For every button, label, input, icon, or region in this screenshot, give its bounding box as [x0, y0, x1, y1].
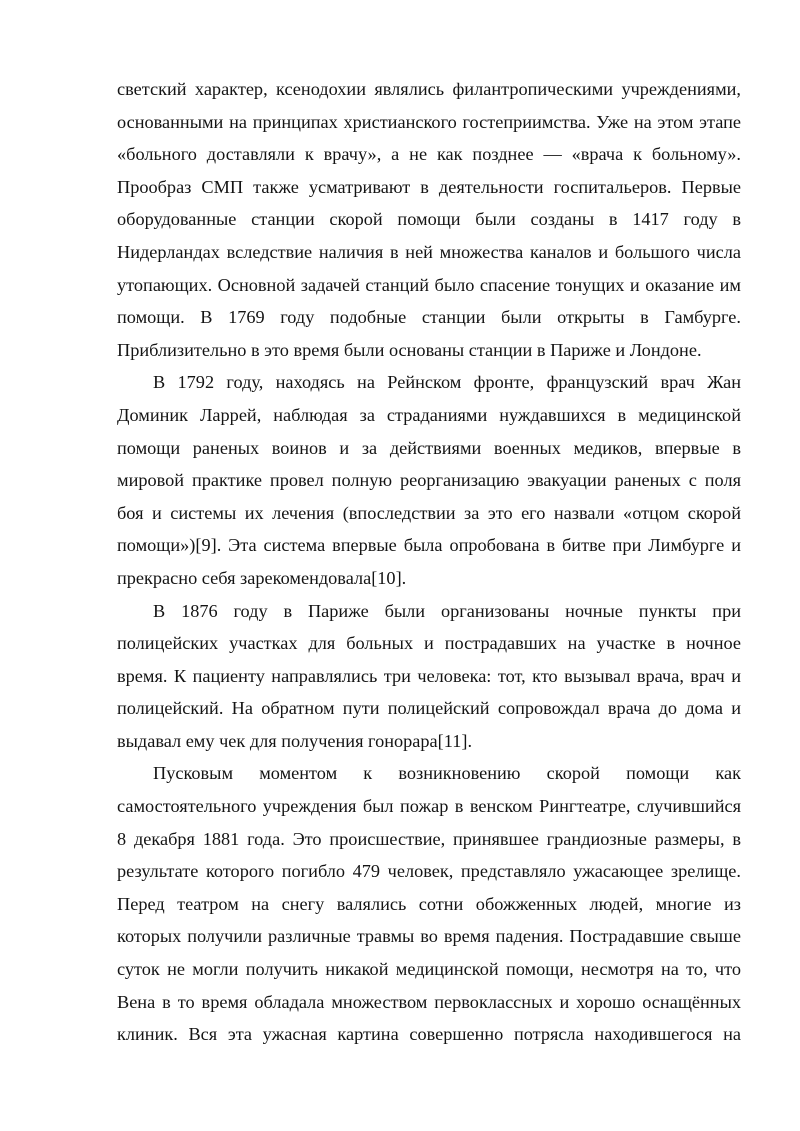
- text-line: мировой практике провел полную реорганизацию эвакуации раненых с поля: [117, 470, 741, 491]
- paragraph-1: [117, 73, 741, 366]
- text-line: прекрасно себя зарекомендовала[10].: [117, 567, 407, 588]
- text-line: оборудованные станции скорой помощи были созданы в 1417 году в: [117, 209, 741, 230]
- text-line: помощи»)[9]. Эта система впервые была опробована в битве при Лимбурге и: [117, 535, 741, 556]
- text-line: Приблизительно в это время были основаны станции в Париже и Лондоне.: [117, 339, 702, 360]
- paragraph-2: [117, 366, 741, 594]
- text-line: помощи раненых воинов и за действиями военных медиков, впервые в: [117, 437, 741, 458]
- text-line: полицейский. На обратном пути полицейский сопровождал врача до дома и: [117, 698, 741, 719]
- text-line: утопающих. Основной задачей станций было спасение тонущих и оказание им: [117, 274, 741, 295]
- text-line: самостоятельного учреждения был пожар в венском Рингтеатре, случившийся: [117, 796, 741, 817]
- text-line: Нидерландах вследствие наличия в ней множества каналов и большого числа: [117, 241, 741, 262]
- text-line: светский характер, ксенодохии являлись филантропическими учреждениями,: [117, 79, 741, 99]
- text-line: полицейских участках для больных и пострадавших на участке в ночное: [117, 633, 741, 654]
- text-line: Вена в то время обладала множеством первоклассных и хорошо оснащённых: [117, 991, 741, 1012]
- text-line: В 1876 году в Париже были организованы ночные пункты при: [153, 600, 741, 621]
- text-line: Пусковым моментом к возникновению скорой помощи как: [153, 763, 741, 784]
- text-line: время. К пациенту направлялись три человека: тот, кто вызывал врача, врач и: [117, 665, 741, 686]
- paragraph-4: [117, 757, 741, 1050]
- text-line: Доминик Ларрей, наблюдая за страданиями нуждавшихся в медицинской: [117, 404, 741, 425]
- paragraph-3: [117, 595, 741, 758]
- document-page: [117, 73, 741, 1051]
- text-line: Прообраз СМП также усматривают в деятельности госпитальеров. Первые: [117, 176, 741, 197]
- text-line: Перед театром на снегу валялись сотни обожженных людей, многие из: [117, 893, 741, 914]
- text-line: основанными на принципах христианского гостеприимства. Уже на этом этапе: [117, 111, 741, 132]
- text-line: 8 декабря 1881 года. Это происшествие, принявшее грандиозные размеры, в: [117, 828, 741, 849]
- text-line: суток не могли получить никакой медицинской помощи, несмотря на то, что: [117, 959, 741, 980]
- text-line: боя и системы их лечения (впоследствии за это его назвали «отцом скорой: [117, 502, 741, 523]
- text-line: «больного доставляли к врачу», а не как позднее — «врача к больному».: [117, 144, 741, 165]
- text-line: В 1792 году, находясь на Рейнском фронте, французский врач Жан: [153, 372, 741, 393]
- text-line: помощи. В 1769 году подобные станции были открыты в Гамбурге.: [117, 307, 741, 328]
- text-line: которых получили различные травмы во время падения. Пострадавшие свыше: [117, 926, 741, 947]
- text-line: клиник. Вся эта ужасная картина совершенно потрясла находившегося на: [117, 1024, 741, 1045]
- text-line: результате которого погибло 479 человек, представляло ужасающее зрелище.: [117, 861, 741, 882]
- text-line: выдавал ему чек для получения гонорара[11].: [117, 730, 473, 751]
